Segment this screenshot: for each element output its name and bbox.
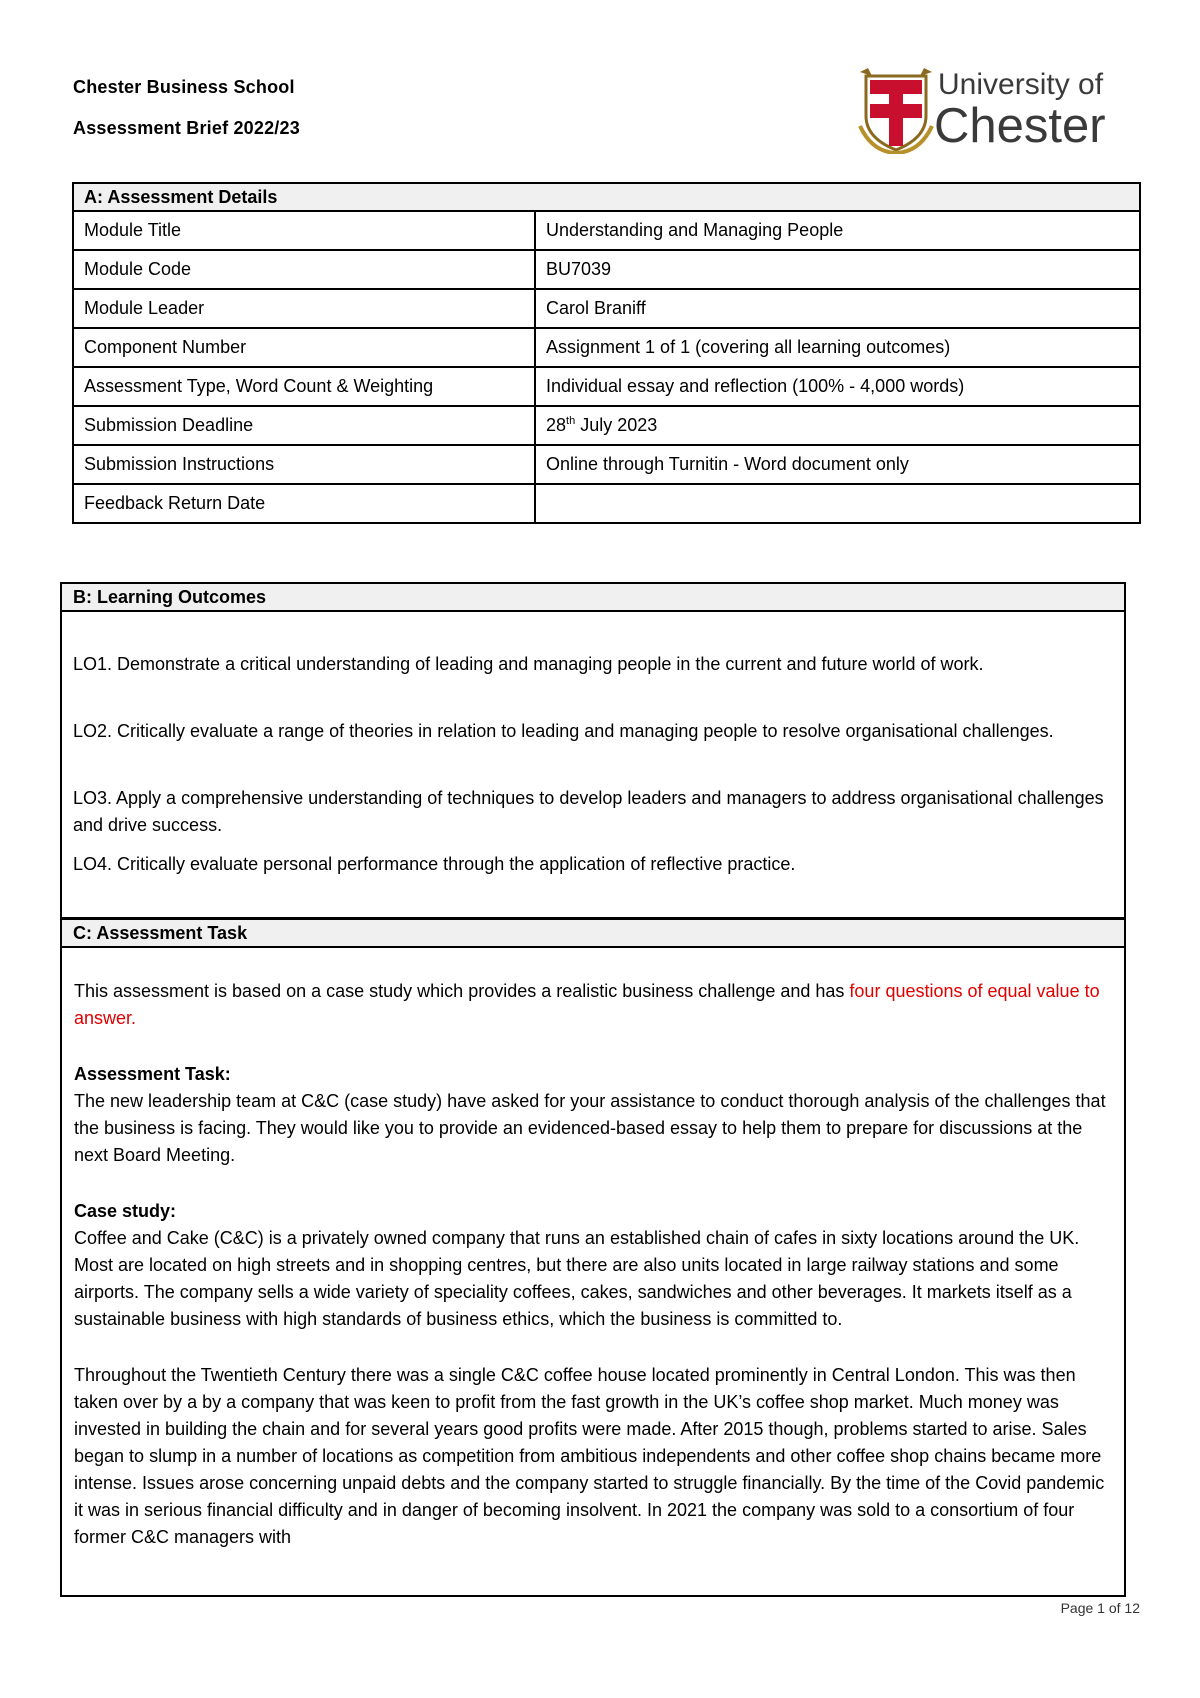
- table-row: [73, 211, 1140, 250]
- school-name: Chester Business School: [73, 77, 295, 97]
- case-text: Coffee and Cake (C&C) is a privately owned company that runs an established chain of cafes in sixty locations around the UK. Most are located on high streets and in shopping centres, but there are also units located in large railway stations and some airports. The company sells a wide variety of speciality coffees, cakes, sandwiches and other beverages. It markets itself as a sustainable business with high standards of business ethics, which the business is committed to.: [74, 1228, 1080, 1329]
- row-value: Online through Turnitin - Word document only: [535, 445, 1140, 484]
- university-logo: [858, 66, 1110, 156]
- learning-outcomes-section: [60, 582, 1126, 919]
- section-c-title: C: Assessment Task: [62, 920, 1124, 948]
- table-row: [73, 445, 1140, 484]
- table-row: [73, 250, 1140, 289]
- row-label: Module Title: [73, 211, 535, 250]
- learning-outcome: LO4. Critically evaluate personal performance through the application of reflective practice.: [73, 854, 796, 874]
- row-value: Understanding and Managing People: [535, 211, 1140, 250]
- section-a-title: A: Assessment Details: [73, 183, 1140, 211]
- row-value: [535, 484, 1140, 523]
- row-label: Assessment Type, Word Count & Weighting: [73, 367, 535, 406]
- history-paragraph: Throughout the Twentieth Century there was a single C&C coffee house located prominently in Central London. This was then taken over by a by a company that was keen to profit from the fast growth in the UK’s coffee shop market. Much money was invested in building the chain and for several years good profits were made. After 2015 though, problems started to arise. Sales began to slump in a number of locations as competition from ambitious independents and other coffee shop chains became more intense. Issues arose concerning unpaid debts and the company started to struggle financially. By the time of the Covid pandemic it was in serious financial difficulty and in danger of becoming insolvent. In 2021 the company was sold to a consortium of four former C&C managers with: [74, 1365, 1105, 1547]
- assessment-task-section: [60, 918, 1126, 1597]
- case-paragraph: [74, 1198, 1114, 1333]
- brief-title: Assessment Brief 2022/23: [73, 118, 300, 138]
- row-value: Carol Braniff: [535, 289, 1140, 328]
- deadline-rest: July 2023: [575, 415, 658, 435]
- learning-outcome: LO2. Critically evaluate a range of theories in relation to leading and managing people to resolve organisational challenges.: [73, 721, 1054, 741]
- row-value: [535, 406, 1140, 445]
- task-paragraph: [74, 1061, 1114, 1169]
- case-heading: Case study:: [74, 1201, 177, 1221]
- row-label: Feedback Return Date: [73, 484, 535, 523]
- row-label: Submission Deadline: [73, 406, 535, 445]
- page-number: Page 1 of 12: [1060, 1600, 1140, 1616]
- intro-text: This assessment is based on a case study which provides a realistic business challenge and has: [74, 981, 850, 1001]
- row-label: Component Number: [73, 328, 535, 367]
- table-row: [73, 328, 1140, 367]
- task-heading: Assessment Task:: [74, 1064, 231, 1084]
- row-value: Individual essay and reflection (100% - 4,000 words): [535, 367, 1140, 406]
- crest-icon: [858, 66, 934, 154]
- learning-outcome: LO3. Apply a comprehensive understanding of techniques to develop leaders and managers to address organisational challenges and drive success.: [73, 788, 1104, 835]
- task-text: The new leadership team at C&C (case study) have asked for your assistance to conduct thorough analysis of the challenges that the business is facing. They would like you to provide an evidenced-based essay to help them to prepare for discussions at the next Board Meeting.: [74, 1091, 1106, 1165]
- row-label: Submission Instructions: [73, 445, 535, 484]
- logo-line2: Chester: [934, 99, 1106, 153]
- intro-highlight: four questions of equal value to answer.: [74, 981, 1100, 1028]
- table-row: [73, 367, 1140, 406]
- section-b-title: B: Learning Outcomes: [62, 584, 1124, 612]
- row-label: Module Leader: [73, 289, 535, 328]
- row-value: Assignment 1 of 1 (covering all learning outcomes): [535, 328, 1140, 367]
- deadline-suffix: th: [566, 415, 576, 427]
- assessment-details-table: [72, 182, 1141, 524]
- table-row: [73, 289, 1140, 328]
- deadline-day: 28: [546, 415, 567, 435]
- row-value: BU7039: [535, 250, 1140, 289]
- logo-line1: University of: [938, 68, 1104, 101]
- row-label: Module Code: [73, 250, 535, 289]
- learning-outcome: LO1. Demonstrate a critical understanding of leading and managing people in the current and future world of work.: [73, 654, 984, 674]
- table-row: [73, 484, 1140, 523]
- intro-paragraph: [74, 978, 1114, 1032]
- table-row: [73, 406, 1140, 445]
